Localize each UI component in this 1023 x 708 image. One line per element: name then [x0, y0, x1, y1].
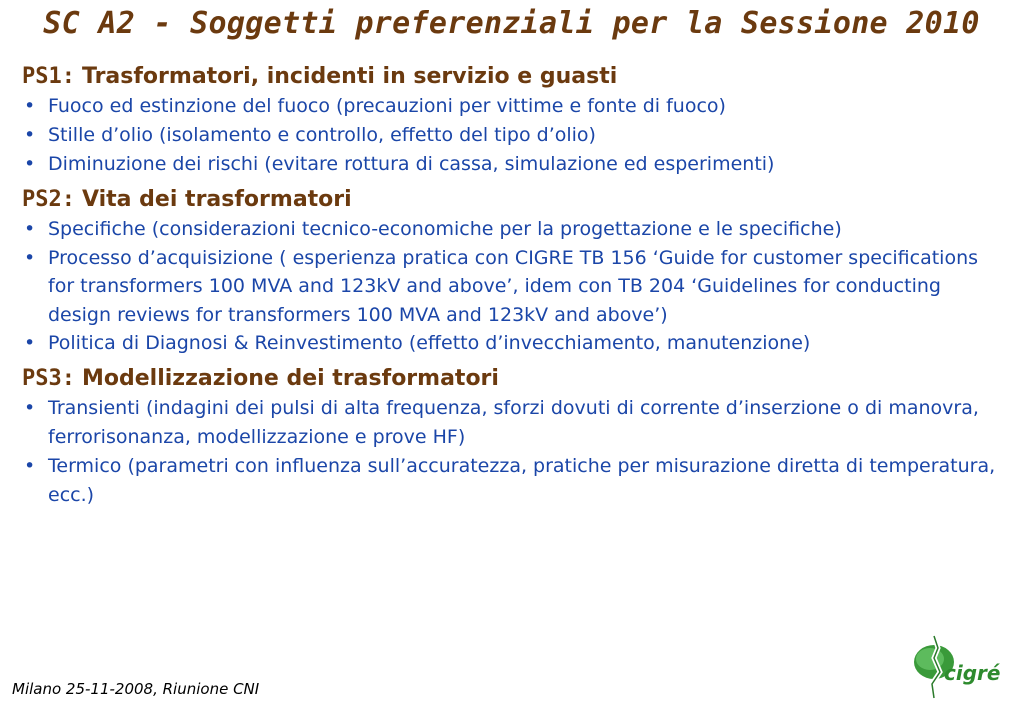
- content: [22, 62, 1007, 516]
- section-heading: [22, 364, 1007, 394]
- section-title: Trasformatori, incidenti in servizio e guasti: [81, 64, 618, 89]
- list-item: [22, 92, 1007, 121]
- list-item-text: Diminuzione dei rischi (evitare rottura di cassa, simulazione ed esperimenti): [48, 153, 775, 175]
- section-code: PS2:: [22, 187, 75, 212]
- bullet-icon: •: [24, 218, 36, 240]
- section-heading: [22, 185, 1007, 215]
- list-item: [22, 329, 1007, 358]
- page-title: SC A2 - Soggetti preferenziali per la Sessione 2010: [43, 6, 980, 41]
- bullet-icon: •: [24, 396, 36, 419]
- list-item-text: Specifiche (considerazioni tecnico-economiche per la progettazione e le specifiche): [48, 218, 842, 240]
- bullet-list: [22, 394, 1007, 510]
- bullet-icon: •: [24, 332, 36, 354]
- section-ps1: [22, 62, 1007, 179]
- bullet-list: [22, 92, 1007, 179]
- list-item: [22, 121, 1007, 150]
- section-title: Vita dei trasformatori: [81, 187, 352, 212]
- footer-text: Milano 25-11-2008, Riunione CNI: [12, 680, 260, 698]
- cigre-logo-icon: [904, 632, 1006, 702]
- bullet-list: [22, 215, 1007, 358]
- bullet-icon: •: [24, 454, 36, 477]
- list-item: [22, 452, 1007, 510]
- list-item-text: Transienti (indagini dei pulsi di alta frequenza, sforzi dovuti di corrente d’inserzione o di manovra, ferrorisonanza, modellizzazione e prove HF): [48, 396, 979, 448]
- logo-text: cigré: [944, 661, 1001, 685]
- list-item: [22, 394, 1007, 452]
- list-item-text: Termico (parametri con influenza sull’accuratezza, pratiche per misurazione diretta di temperatura, ecc.): [48, 454, 996, 506]
- section-ps3: [22, 364, 1007, 510]
- section-title: Modellizzazione dei trasformatori: [81, 365, 499, 391]
- section-code: PS1:: [22, 64, 75, 89]
- list-item-text: Fuoco ed estinzione del fuoco (precauzioni per vittime e fonte di fuoco): [48, 95, 726, 117]
- bullet-icon: •: [24, 246, 36, 269]
- section-heading: [22, 62, 1007, 92]
- list-item: [22, 150, 1007, 179]
- list-item-text: Stille d’olio (isolamento e controllo, effetto del tipo d’olio): [48, 124, 596, 146]
- bullet-icon: •: [24, 124, 36, 146]
- bullet-icon: •: [24, 153, 36, 175]
- list-item: [22, 215, 1007, 244]
- section-ps2: [22, 185, 1007, 358]
- section-code: PS3:: [22, 365, 75, 391]
- list-item-text: Processo d’acquisizione ( esperienza pratica con CIGRE TB 156 ‘Guide for customer specifications for transformers 100 MVA and 123kV and above’, idem con TB 204 ‘Guidelines for conducting design reviews for transformers 100 MVA and 123kV and above’): [48, 246, 979, 326]
- list-item-text: Politica di Diagnosi & Reinvestimento (effetto d’invecchiamento, manutenzione): [48, 332, 811, 354]
- list-item: [22, 244, 1007, 330]
- bullet-icon: •: [24, 95, 36, 117]
